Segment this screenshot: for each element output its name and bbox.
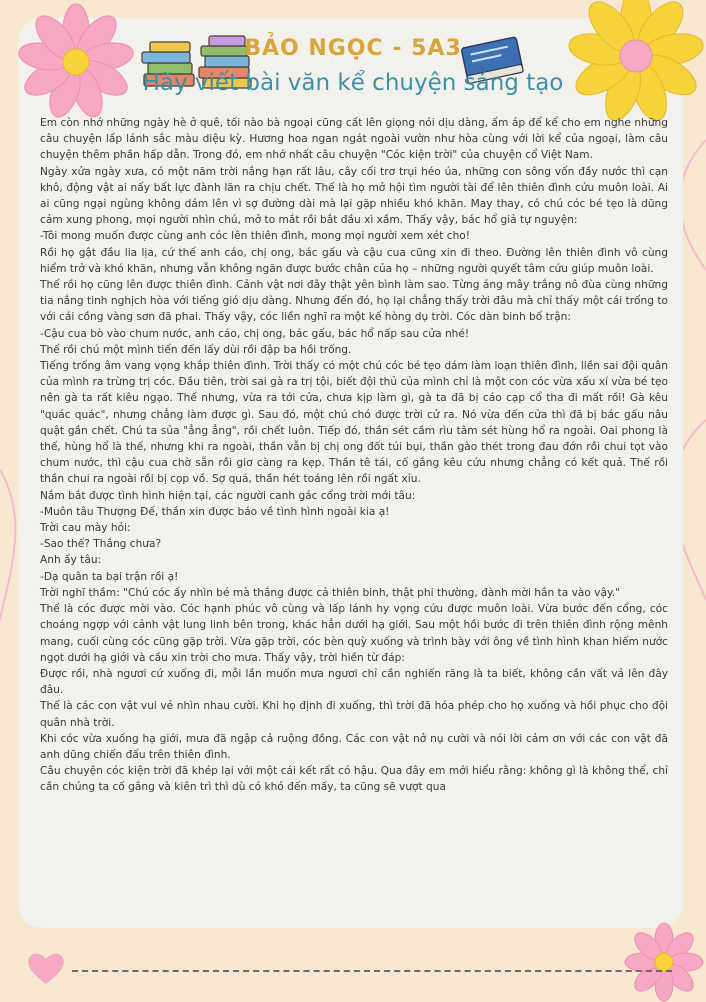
essay-paragraph: Thế rồi họ cũng lên được thiên đình. Cảnh vật nơi đây thật yên bình làm sao. Từng áng mây trắng nô đùa cùng những tia nắng tinh nghịch hòa với tiếng gió dịu dàng. Nhưng đến đó, họ lại chẳng thấy trời đâu mà chỉ thấy một cái trống to với cái cồng vàng sơn đã phai. Thấy vậy, cóc liền nghĩ ra một kế hòng dụ trời. Cóc dàn binh bố trận: [40,279,668,324]
essay-paragraph: Thế rồi chú một mình tiến đến lấy dùi rồi đập ba hồi trống. [40,343,352,356]
essay-paragraph: -Muôn tâu Thượng Đế, thần xin được báo về tình hình ngoài kia ạ! [40,505,390,518]
page-subtitle: Hãy viết bài văn kể chuyện sáng tạo [142,70,564,96]
essay-paragraph: -Cậu cua bò vào chum nước, anh cáo, chị ong, bác gấu, bác hổ nấp sau cửa nhé! [40,327,470,340]
essay-paragraph: -Dạ quân ta bại trận rồi ạ! [40,570,179,583]
essay-paragraph: -Sao thế? Thắng chưa? [40,538,162,551]
essay-paragraph: Trời cau mày hỏi: [40,522,131,535]
essay-paragraph: Em còn nhớ những ngày hè ở quê, tối nào bà ngoại cũng cất lên giọng nói dịu dàng, ấm áp để kể cho em nghe những câu chuyện lấp lánh sắc màu diệu kỳ. Hương hoa ngan ngát ngoài vườn như hòa cùng với lời kể của ngoại, làm câu chuyện thêm phần hấp dẫn. Trong đó, em nhớ nhất câu chuyện "Cóc kiện trời" của chuyện cổ Việt Nam. [40,117,668,162]
essay-paragraph: Được rồi, nhà ngươi cứ xuống đi, mỗi lần muốn mưa ngươi chỉ cần nghiến răng là ta biết, không cần vất vả lên đây đâu. [40,667,668,697]
essay-paragraph: Anh ấy tâu: [40,554,102,567]
essay-paragraph: Rồi họ gật đầu lia lịa, cứ thế anh cáo, chị ong, bác gấu và cậu cua cũng xin đi theo. Đường lên thiên đình vô cùng hiểm trở và khó khăn, nhưng vẫn không ngăn được bước chân của họ – những người quyết tâm cứu giúp muôn loài. [40,246,668,275]
essay-paragraph: Thế là cóc được mời vào. Cóc hạnh phúc vô cùng và lấp lánh hy vọng cứu được muôn loài. Vừa bước đến cổng, cóc choáng ngợp với cảnh vật lung linh bên trong, khác hẳn dưới hạ giới. Sau một hồi bước đi trên thiên đình rộng mênh mang, cuối cùng cóc cũng gặp trời. Vừa gặp trời, cóc bèn quỳ xuống và trình bày với ông về tình hình khan hiếm nước ngọt dưới hạ giới và cầu xin trời cho mưa. Thấy vậy, trời hiền từ đáp: [40,603,668,664]
essay-paragraph: Nắm bắt được tình hình hiện tại, các người canh gác cổng trời mới tâu: [40,489,416,502]
essay-paragraph: Trời nghĩ thầm: "Chú cóc ấy nhìn bé mà thắng được cả thiên binh, thật phi thường, đành mời hắn ta vào vậy." [40,586,620,599]
essay-paragraph: Tiếng trống âm vang vọng khắp thiên đình. Trời thấy có một chú cóc bé tẹo dám làm loạn thiên đình, liền sai đội quân của mình ra trừng trị cóc. Đầu tiên, trời sai gà ra trị tội, biết đội thủ của mình chỉ là một con cóc vừa xấu xí vừa bé tẹo nên gà ta rất kiêu ngạo. Thế nhưng, vừa ra tới cửa, chưa kịp làm gì, gà ta đã bị cáo cạp cổ tha đi mất rồi! Gà kêu "quác quác", nhưng chẳng làm được gì. Sau đó, một chú chó được trời cử ra. Nó vừa đến cửa thì đã bị bác gấu nâu quật gần chết. Chú ta sủa "ẳng ẳng", rồi chết luôn. Tiếp đó, thần sét cầm rìu tâm sét hùng hổ ra ngoài. Oai phong là thế, hùng hổ là thế, nhưng khi ra ngoài, thần vẫn bị chị ong đốt túi bụi, thần gào thét trong đau đớn rồi chui tọt vào chum nước, thì cậu cua chờ sẵn rồi giơ càng ra kẹp. Thần tê tái, cố gắng kêu cứu nhưng chẳng có kết quả. Thế rồi thần chui ra ngoài rồi bị cọp vồ. Sợ quá, thần hét toáng lên rồi ngất xỉu. [40,360,668,486]
essay-paragraph: Ngày xửa ngày xưa, có một năm trời nắng hạn rất lâu, cây cối trơ trụi héo úa, những con sông vốn đầy nước thì cạn khô, động vật ai nấy bất lực đành lăn ra chịu chết. Thế là họ mở hội tìm người tài để lên thiên đình cứu muôn loài. Ai ai cũng ngại ngùng không dám lên vì sợ đường dài mà lại gặp nhiều khó khăn. May thay, có chú cóc bé tẹo là dũng cảm xung phong, mọi người nhìn chú, mở to mắt rồi bắt đầu xì xầm. Thấy vậy, bác hổ giả tự nguyện: [40,165,668,227]
pink-flower-icon [16,2,136,122]
essay-paragraph: -Tôi mong muốn được cùng anh cóc lên thiên đình, mong mọi người xem xét cho! [40,230,471,243]
pink-flower-icon [624,922,704,1002]
essay-paragraph: Câu chuyện cóc kiện trời đã khép lại với một cái kết rất có hậu. Qua đây em mới hiểu rằng: không gì là không thể, chỉ cần chúng ta cố gắng và kiên trì thì dù có khó đến mấy, ta cũng sẽ vượt qua [40,765,668,794]
essay-paragraph: Khi cóc vừa xuống hạ giới, mưa đã ngập cả ruộng đồng. Các con vật nở nụ cười và nói lời cảm ơn với các con vật đã anh dũng chiến đấu trên thiên đình. [40,732,668,761]
page-title: BẢO NGỌC - 5A3 [244,36,462,61]
yellow-flower-icon [566,0,706,126]
heart-icon [26,950,66,986]
essay-paragraph: Thế là các con vật vui vẻ nhìn nhau cười. Khi họ định đi xuống, thì trời đã hóa phép cho họ xuống và hồi phục cho đội quân nhà trời. [40,700,668,729]
essay-body [40,115,668,796]
footer-dashed-line [72,970,672,972]
